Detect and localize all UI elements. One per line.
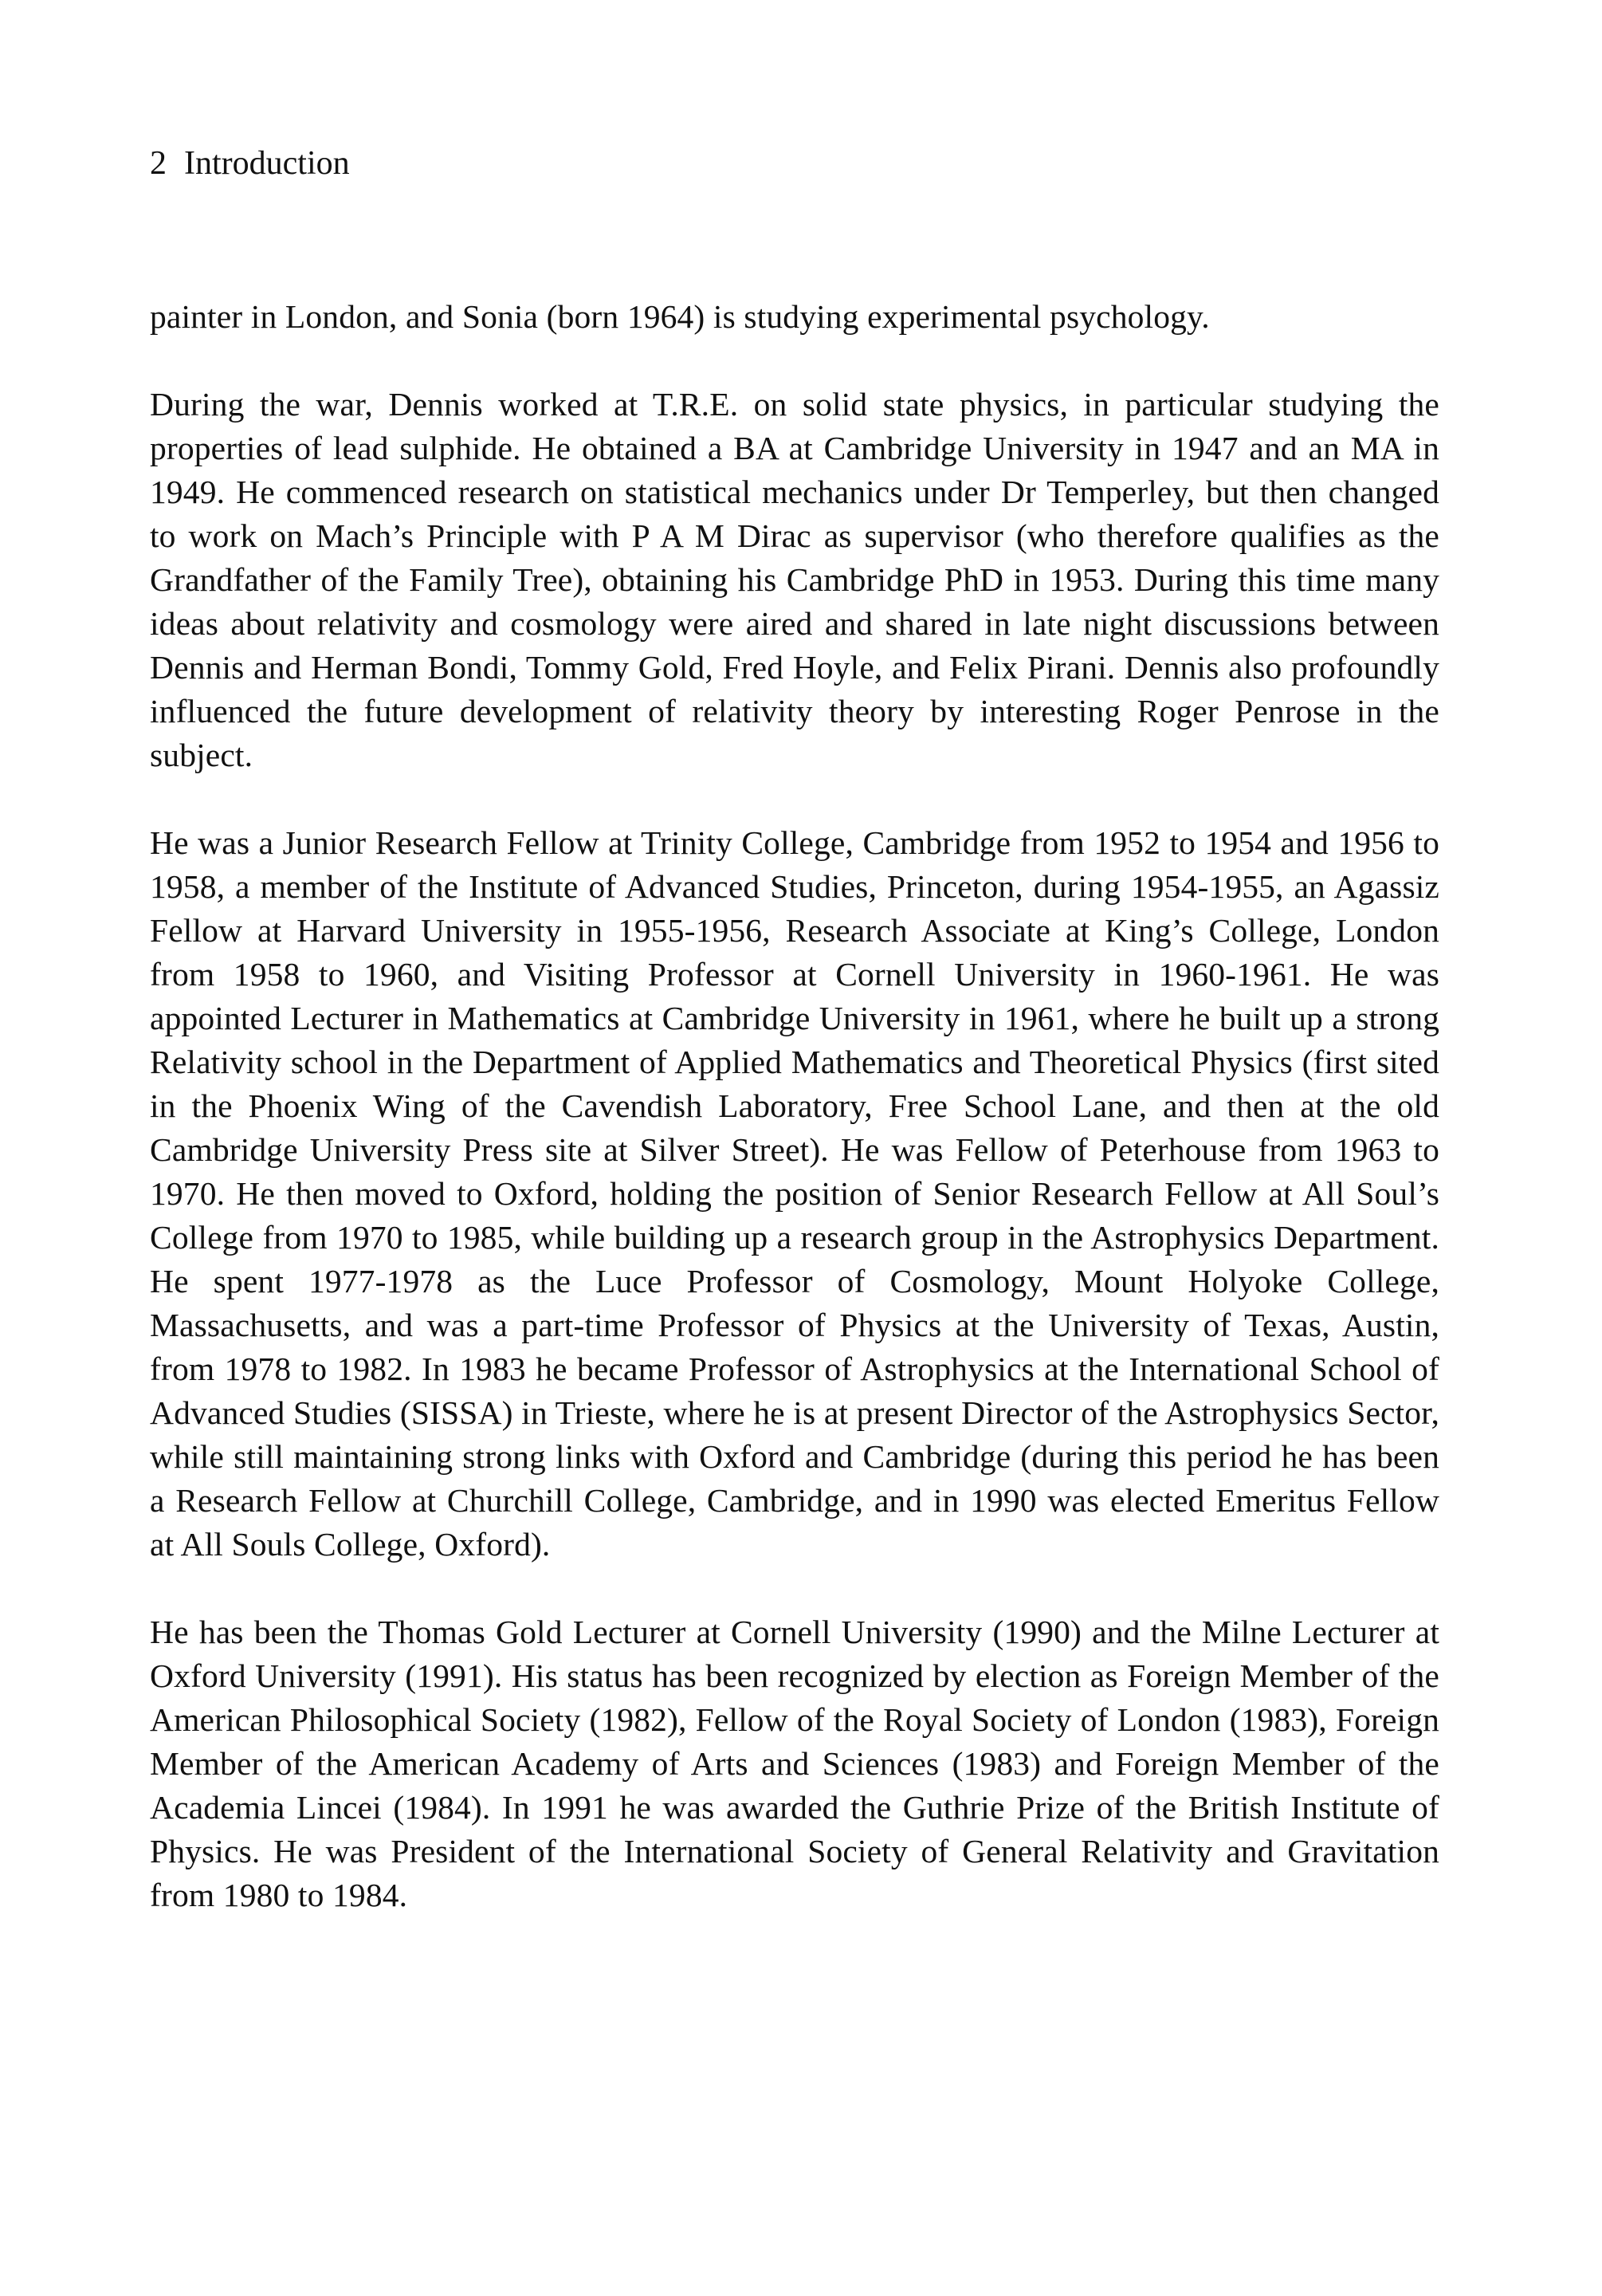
paragraph-honours: He has been the Thomas Gold Lecturer at Cornell University (1990) and the Milne Lecturer at Oxford University (1991). His status has been recognized by election as Foreign Member of the American Philosophical Society (1982), Fellow of the Royal Society of London (1983), Foreign Member of the American Academy of Arts and Sciences (1983) and Foreign Member of the Academia Lincei (1984). In 1991 he was awarded the Guthrie Prize of the British Institute of Physics. He was President of the International Society of General Relativity and Gravitation from 1980 to 1984. <box>150 1614 1439 1913</box>
page-number: 2 <box>150 145 167 182</box>
paragraph-career: He was a Junior Research Fellow at Trinity College, Cambridge from 1952 to 1954 and 1956 to 1958, a member of the Institute of Advanced Studies, Princeton, during 1954-1955, an Agassiz Fellow at Harvard University in 1955-1956, Research Associate at King’s College, London from 1958 to 1960, and Visiting Professor at Cornell University in 1960-1961. He was appointed Lecturer in Mathematics at Cambridge University in 1961, where he built up a strong Relativity school in the Department of Applied Mathematics and Theoretical Physics (first sited in the Phoenix Wing of the Cavendish Laboratory, Free School Lane, and then at the old Cambridge University Press site at Silver Street). He was Fellow of Peterhouse from 1963 to 1970. He then moved to Oxford, holding the position of Senior Research Fellow at All Soul’s College from 1970 to 1985, while building up a research group in the Astrophysics Department. He spent 1977-1978 as the Luce Professor of Cosmology, Mount Holyoke College, Massachusetts, and was a part-time Professor of Physics at the University of Texas, Austin, from 1978 to 1982. In 1983 he became Professor of Astrophysics at the International School of Advanced Studies (SISSA) in Trieste, where he is at present Director of the Astrophysics Sector, while still maintaining strong links with Oxford and Cambridge (during this period he has been a Research Fellow at Churchill College, Cambridge, and in 1990 was elected Emeritus Fellow at All Souls College, Oxford). <box>150 824 1439 1563</box>
paragraph-war-and-education: During the war, Dennis worked at T.R.E. on solid state physics, in particular studying the properties of lead sulphide. He obtained a BA at Cambridge University in 1947 and an MA in 1949. He commenced research on statistical mechanics under Dr Temperley, but then changed to work on Mach’s Principle with P A M Dirac as supervisor (who therefore qualifies as the Grandfather of the Family Tree), obtaining his Cambridge PhD in 1953. During this time many ideas about relativity and cosmology were aired and shared in late night discussions between Dennis and Herman Bondi, Tommy Gold, Fred Hoyle, and Felix Pirani. Dennis also profoundly influenced the future development of relativity theory by interesting Roger Penrose in the subject. <box>150 386 1439 773</box>
section-title: Introduction <box>184 145 350 182</box>
body-text <box>150 295 1439 1961</box>
paragraph-continuation: painter in London, and Sonia (born 1964) is studying experimental psychology. <box>150 298 1210 335</box>
running-header <box>150 142 350 185</box>
